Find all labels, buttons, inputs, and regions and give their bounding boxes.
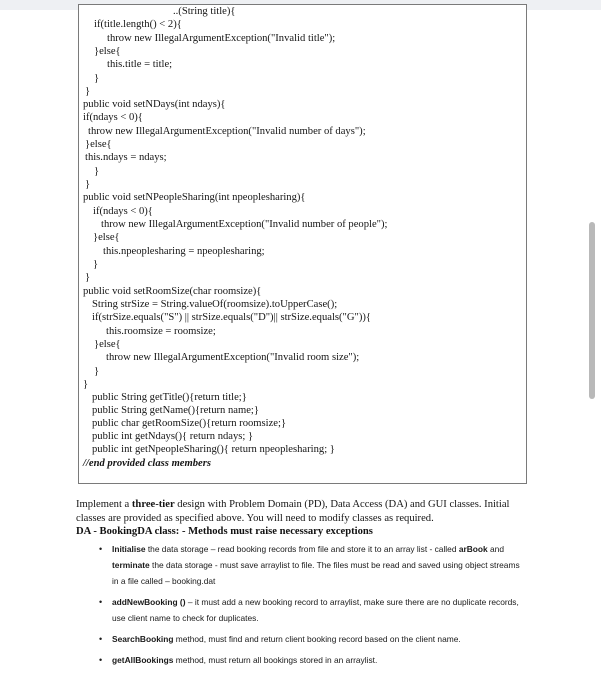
code-line: public char getRoomSize(){return roomsize;}	[92, 418, 287, 429]
term-bold: addNewBooking ()	[112, 596, 186, 607]
code-line-end-marker: //end provided class members	[83, 458, 211, 469]
bullet-icon: •	[99, 654, 103, 665]
code-line: if(ndays < 0){	[83, 112, 143, 123]
list-item	[99, 594, 526, 626]
section-heading-da: DA - BookingDA class: - Methods must raise necessary exceptions	[76, 526, 373, 537]
code-line: public String getTitle(){return title;}	[92, 392, 247, 403]
code-line: public void setNPeopleSharing(int npeoplesharing){	[83, 192, 306, 203]
code-line: this.title = title;	[107, 59, 173, 70]
term-bold: terminate	[112, 559, 150, 570]
term-bold: SearchBooking	[112, 633, 174, 644]
term-bold: arBook	[458, 543, 488, 554]
code-line: this.roomsize = roomsize;	[106, 326, 216, 337]
term-bold: Initialise	[112, 543, 146, 554]
requirements-list	[76, 541, 526, 668]
code-line: }else{	[94, 46, 121, 57]
code-line: throw new IllegalArgumentException("Invalid room size");	[106, 352, 360, 363]
code-line: throw new IllegalArgumentException("Invalid number of days");	[88, 126, 366, 137]
code-line: if(strSize.equals("S") || strSize.equals("D")|| strSize.equals("G")){	[92, 312, 371, 323]
code-line: }	[93, 259, 99, 270]
code-line: public int getNpeopleSharing(){ return npeoplesharing; }	[92, 444, 335, 455]
code-line: }else{	[93, 232, 120, 243]
bullet-icon: •	[99, 543, 103, 554]
item-text: method, must return all bookings stored in an arraylist.	[173, 654, 378, 665]
code-line: public String getName(){return name;}	[92, 405, 259, 416]
code-line: }	[94, 166, 100, 177]
list-item	[99, 652, 526, 668]
list-item	[99, 541, 526, 589]
item-text: and	[487, 543, 504, 554]
code-line: ..(String title){	[173, 6, 236, 17]
code-line: }	[94, 73, 100, 84]
code-line: }	[85, 86, 91, 97]
code-line: this.ndays = ndays;	[85, 152, 167, 163]
code-listing-box	[78, 4, 527, 484]
item-text: method, must find and return client booking record based on the client name.	[173, 633, 461, 644]
item-text: – it must add a new booking record to arraylist, make sure there are no duplicate records, use client name to check for duplicates.	[112, 596, 519, 623]
bullet-icon: •	[99, 596, 103, 607]
code-line: throw new IllegalArgumentException("Invalid number of people");	[101, 219, 388, 230]
code-line: this.npeoplesharing = npeoplesharing;	[103, 246, 265, 257]
code-line: public void setNDays(int ndays){	[83, 99, 226, 110]
code-line: String strSize = String.valueOf(roomsize).toUpperCase();	[92, 299, 338, 310]
intro-text-end: design with Problem Domain (PD), Data Access (DA) and GUI classes. Initial classes are provided as specified above. You will need to modify classes as required.	[76, 499, 510, 524]
term-bold: getAllBookings	[112, 654, 174, 665]
list-item	[99, 631, 526, 647]
code-line: public void setRoomSize(char roomsize){	[83, 286, 262, 297]
code-line: }	[85, 272, 91, 283]
item-text: the data storage - must save arraylist to file. The files must be read and saved using object streams in a file called – booking.dat	[112, 559, 520, 586]
intro-bold-term: three-tier	[131, 499, 175, 510]
assignment-text	[76, 498, 526, 673]
code-line: if(ndays < 0){	[93, 206, 153, 217]
intro-text-start: Implement a	[76, 499, 132, 510]
code-line: }else{	[94, 339, 121, 350]
code-line: if(title.length() < 2){	[94, 19, 182, 30]
bullet-icon: •	[99, 633, 103, 644]
code-line: throw new IllegalArgumentException("Invalid title");	[107, 33, 336, 44]
code-line: }	[85, 179, 91, 190]
scrollbar-thumb[interactable]	[589, 222, 595, 399]
code-line: }	[94, 366, 100, 377]
intro-paragraph	[76, 498, 526, 525]
code-line: }	[83, 379, 89, 390]
code-line: }else{	[85, 139, 112, 150]
item-text: the data storage – read booking records from file and store it to an array list - called	[145, 543, 459, 554]
code-line: public int getNdays(){ return ndays; }	[92, 431, 254, 442]
